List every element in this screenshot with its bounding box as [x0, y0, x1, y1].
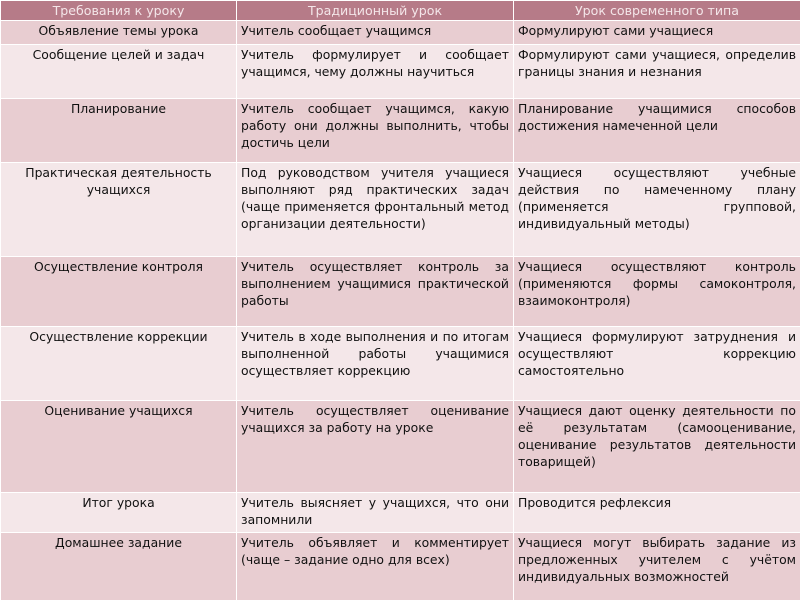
traditional-cell: Под руководством учителя учащиеся выполняют ряд практических задач (чаще применяется фронтальный метод организации деятельности) — [237, 163, 514, 257]
table-row — [1, 327, 800, 401]
requirement-cell: Оценивание учащихся — [1, 401, 237, 493]
requirement-cell: Планирование — [1, 99, 237, 163]
header-row — [1, 1, 800, 21]
modern-cell: Формулируют сами учащиеся, определив границы знания и незнания — [514, 45, 800, 99]
modern-cell: Проводится рефлексия — [514, 493, 800, 533]
table-row — [1, 493, 800, 533]
traditional-cell: Учитель в ходе выполнения и по итогам выполненной работы учащимися осуществляет коррекцию — [237, 327, 514, 401]
requirement-cell: Объявление темы урока — [1, 21, 237, 45]
traditional-cell: Учитель сообщает учащимся — [237, 21, 514, 45]
modern-cell: Учащиеся осуществляют учебные действия по намеченному плану (применяется групповой, индивидуальный методы) — [514, 163, 800, 257]
traditional-cell: Учитель выясняет у учащихся, что они запомнили — [237, 493, 514, 533]
modern-cell: Учащиеся осуществляют контроль (применяются формы самоконтроля, взаимоконтроля) — [514, 257, 800, 327]
requirement-cell: Домашнее задание — [1, 533, 237, 600]
requirement-cell: Осуществление контроля — [1, 257, 237, 327]
table-row — [1, 21, 800, 45]
table-row — [1, 533, 800, 600]
header-requirements: Требования к уроку — [1, 1, 237, 21]
modern-cell: Планирование учащимися способов достижения намеченной цели — [514, 99, 800, 163]
traditional-cell: Учитель сообщает учащимся, какую работу они должны выполнить, чтобы достичь цели — [237, 99, 514, 163]
modern-cell: Учащиеся формулируют затруднения и осуществляют коррекцию самостоятельно — [514, 327, 800, 401]
requirement-cell: Сообщение целей и задач — [1, 45, 237, 99]
table-row — [1, 163, 800, 257]
modern-cell: Учащиеся дают оценку деятельности по её результатам (самооценивание, оценивание результатов деятельности товарищей) — [514, 401, 800, 493]
header-modern-lesson: Урок современного типа — [514, 1, 800, 21]
table-row — [1, 99, 800, 163]
table-row — [1, 257, 800, 327]
traditional-cell: Учитель объявляет и комментирует (чаще – задание одно для всех) — [237, 533, 514, 600]
modern-cell: Учащиеся могут выбирать задание из предложенных учителем с учётом индивидуальных возможностей — [514, 533, 800, 600]
traditional-cell: Учитель осуществляет контроль за выполнением учащимися практической работы — [237, 257, 514, 327]
table-row — [1, 45, 800, 99]
table-row — [1, 401, 800, 493]
traditional-cell: Учитель осуществляет оценивание учащихся за работу на уроке — [237, 401, 514, 493]
modern-cell: Формулируют сами учащиеся — [514, 21, 800, 45]
requirement-cell: Осуществление коррекции — [1, 327, 237, 401]
requirement-cell: Итог урока — [1, 493, 237, 533]
header-traditional-lesson: Традиционный урок — [237, 1, 514, 21]
requirement-cell: Практическая деятельность учащихся — [1, 163, 237, 257]
traditional-cell: Учитель формулирует и сообщает учащимся, чему должны научиться — [237, 45, 514, 99]
